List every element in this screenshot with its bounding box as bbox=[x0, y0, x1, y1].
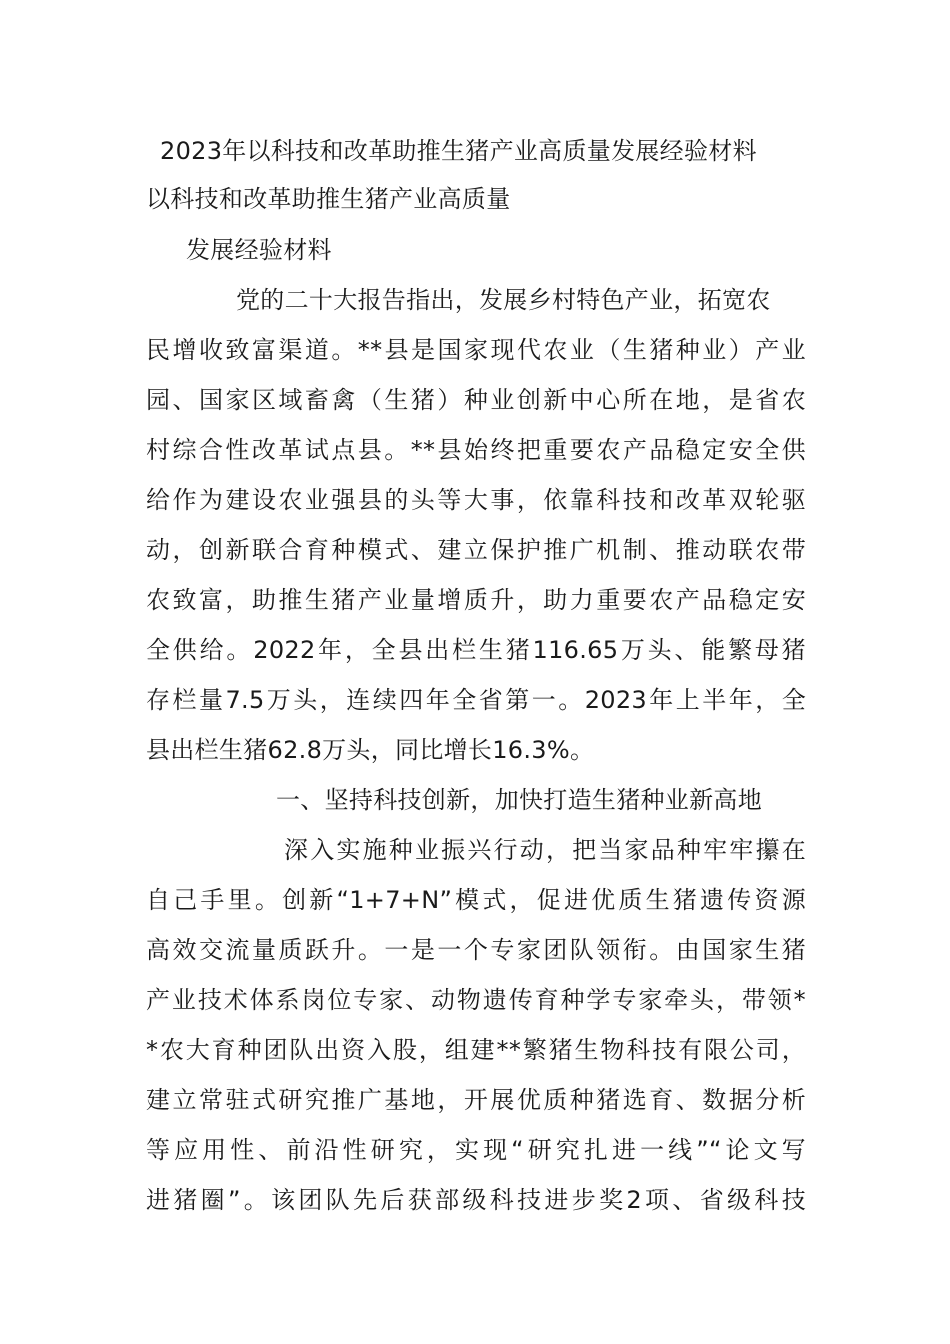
intro-line: 全供给。2022年，全县出栏生猪116.65万头、能繁母猪 bbox=[146, 636, 806, 664]
intro-line: 党的二十大报告指出，发展乡村特色产业，拓宽农 bbox=[236, 286, 771, 314]
document-subtitle-line-1: 以科技和改革助推生猪产业高质量 bbox=[146, 185, 511, 213]
intro-line: 园、国家区域畜禽（生猪）种业创新中心所在地，是省农 bbox=[146, 386, 806, 414]
intro-line: 存栏量7.5万头，连续四年全省第一。2023年上半年，全 bbox=[146, 686, 806, 714]
intro-line: 民增收致富渠道。**县是国家现代农业（生猪种业）产业 bbox=[146, 336, 806, 364]
section-line: 等应用性、前沿性研究，实现“研究扎进一线”“论文写 bbox=[146, 1136, 806, 1164]
section-line: 自己手里。创新“1+7+N”模式，促进优质生猪遗传资源 bbox=[146, 886, 806, 914]
intro-line: 动，创新联合育种模式、建立保护推广机制、推动联农带 bbox=[146, 536, 806, 564]
section-line: *农大育种团队出资入股，组建**繁猪生物科技有限公司， bbox=[146, 1036, 806, 1064]
intro-line: 村综合性改革试点县。**县始终把重要农产品稳定安全供 bbox=[146, 436, 806, 464]
intro-line: 农致富，助推生猪产业量增质升，助力重要农产品稳定安 bbox=[146, 586, 806, 614]
intro-line: 县出栏生猪62.8万头，同比增长16.3%。 bbox=[146, 736, 595, 764]
section-heading: 一、坚持科技创新，加快打造生猪种业新高地 bbox=[276, 786, 762, 814]
section-line: 建立常驻式研究推广基地，开展优质种猪选育、数据分析 bbox=[146, 1086, 806, 1114]
document-title: 2023年以科技和改革助推生猪产业高质量发展经验材料 bbox=[160, 137, 757, 165]
section-line: 高效交流量质跃升。一是一个专家团队领衔。由国家生猪 bbox=[146, 936, 806, 964]
document-subtitle-line-2: 发展经验材料 bbox=[186, 236, 332, 264]
section-line: 深入实施种业振兴行动，把当家品种牢牢攥在 bbox=[284, 836, 806, 864]
section-line: 进猪圈”。该团队先后获部级科技进步奖2项、省级科技 bbox=[146, 1186, 806, 1214]
section-line: 产业技术体系岗位专家、动物遗传育种学专家牵头，带领* bbox=[146, 986, 806, 1014]
intro-line: 给作为建设农业强县的头等大事，依靠科技和改革双轮驱 bbox=[146, 486, 806, 514]
